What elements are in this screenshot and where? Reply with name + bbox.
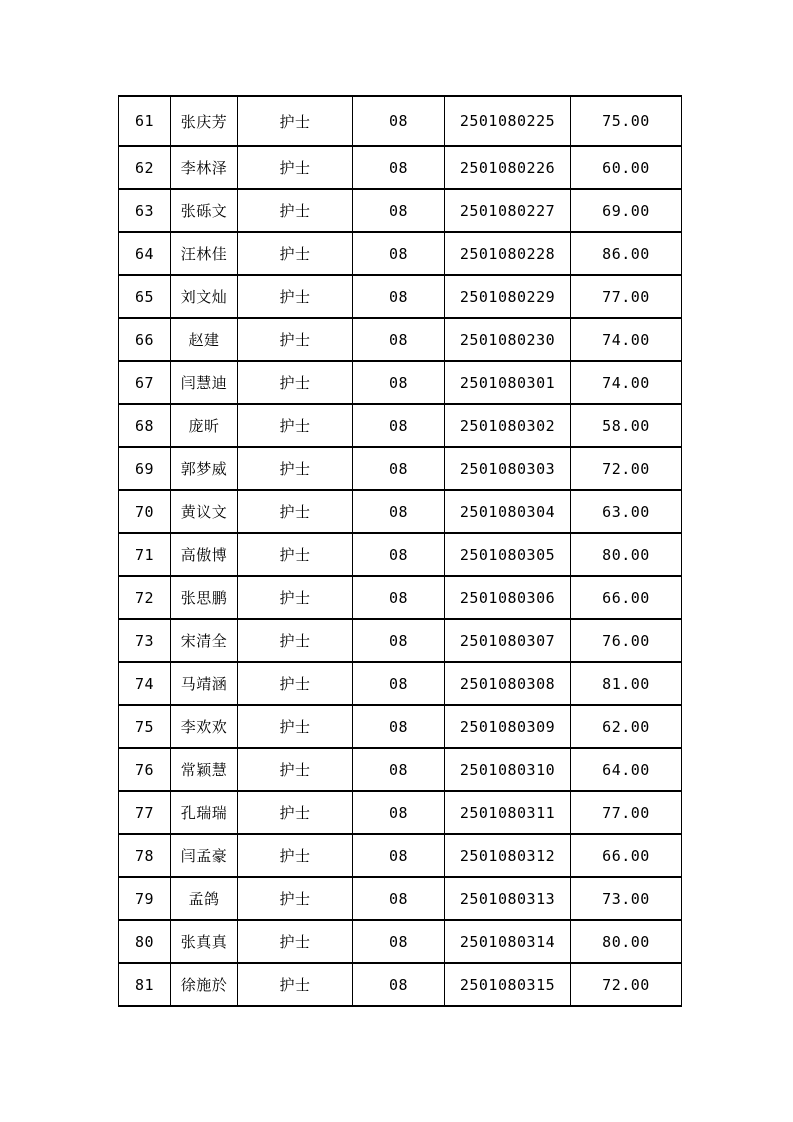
- cell-row-number: 75: [119, 705, 171, 748]
- cell-score: 58.00: [571, 404, 682, 447]
- cell-name: 刘文灿: [171, 275, 238, 318]
- cell-exam-number: 2501080229: [445, 275, 571, 318]
- cell-score: 73.00: [571, 877, 682, 920]
- cell-exam-number: 2501080301: [445, 361, 571, 404]
- cell-score: 63.00: [571, 490, 682, 533]
- score-table-body: [119, 96, 682, 1006]
- cell-score: 72.00: [571, 447, 682, 490]
- cell-name: 常颖慧: [171, 748, 238, 791]
- table-row: [119, 963, 682, 1006]
- cell-row-number: 61: [119, 96, 171, 146]
- cell-name: 张真真: [171, 920, 238, 963]
- cell-score: 62.00: [571, 705, 682, 748]
- cell-name: 李林泽: [171, 146, 238, 189]
- cell-position-code: 08: [353, 920, 445, 963]
- cell-position-code: 08: [353, 533, 445, 576]
- cell-exam-number: 2501080226: [445, 146, 571, 189]
- cell-exam-number: 2501080310: [445, 748, 571, 791]
- table-row: [119, 96, 682, 146]
- cell-name: 张砾文: [171, 189, 238, 232]
- cell-position-code: 08: [353, 232, 445, 275]
- cell-position-code: 08: [353, 619, 445, 662]
- cell-row-number: 64: [119, 232, 171, 275]
- cell-row-number: 65: [119, 275, 171, 318]
- cell-row-number: 74: [119, 662, 171, 705]
- cell-exam-number: 2501080309: [445, 705, 571, 748]
- cell-position: 护士: [238, 705, 353, 748]
- table-row: [119, 619, 682, 662]
- cell-position: 护士: [238, 318, 353, 361]
- cell-name: 黄议文: [171, 490, 238, 533]
- cell-name: 宋清全: [171, 619, 238, 662]
- cell-position: 护士: [238, 361, 353, 404]
- cell-position: 护士: [238, 920, 353, 963]
- table-row: [119, 146, 682, 189]
- cell-score: 80.00: [571, 533, 682, 576]
- cell-position-code: 08: [353, 748, 445, 791]
- cell-name: 张思鹏: [171, 576, 238, 619]
- cell-row-number: 66: [119, 318, 171, 361]
- cell-position: 护士: [238, 877, 353, 920]
- cell-position: 护士: [238, 662, 353, 705]
- table-row: [119, 318, 682, 361]
- table-row: [119, 189, 682, 232]
- cell-score: 76.00: [571, 619, 682, 662]
- cell-position: 护士: [238, 404, 353, 447]
- cell-exam-number: 2501080303: [445, 447, 571, 490]
- cell-row-number: 70: [119, 490, 171, 533]
- cell-row-number: 68: [119, 404, 171, 447]
- cell-name: 李欢欢: [171, 705, 238, 748]
- table-row: [119, 533, 682, 576]
- cell-exam-number: 2501080307: [445, 619, 571, 662]
- cell-name: 闫慧迪: [171, 361, 238, 404]
- cell-position-code: 08: [353, 146, 445, 189]
- cell-position: 护士: [238, 275, 353, 318]
- cell-name: 张庆芳: [171, 96, 238, 146]
- cell-row-number: 77: [119, 791, 171, 834]
- table-row: [119, 834, 682, 877]
- cell-position-code: 08: [353, 877, 445, 920]
- cell-row-number: 78: [119, 834, 171, 877]
- cell-position-code: 08: [353, 576, 445, 619]
- cell-score: 66.00: [571, 576, 682, 619]
- table-row: [119, 490, 682, 533]
- cell-exam-number: 2501080314: [445, 920, 571, 963]
- cell-position-code: 08: [353, 447, 445, 490]
- table-row: [119, 576, 682, 619]
- cell-position-code: 08: [353, 189, 445, 232]
- cell-exam-number: 2501080305: [445, 533, 571, 576]
- cell-position: 护士: [238, 447, 353, 490]
- cell-exam-number: 2501080304: [445, 490, 571, 533]
- cell-exam-number: 2501080230: [445, 318, 571, 361]
- cell-score: 86.00: [571, 232, 682, 275]
- table-row: [119, 404, 682, 447]
- cell-position-code: 08: [353, 834, 445, 877]
- cell-position-code: 08: [353, 318, 445, 361]
- cell-name: 庞昕: [171, 404, 238, 447]
- cell-row-number: 62: [119, 146, 171, 189]
- cell-score: 66.00: [571, 834, 682, 877]
- cell-name: 孔瑞瑞: [171, 791, 238, 834]
- cell-position: 护士: [238, 189, 353, 232]
- cell-row-number: 79: [119, 877, 171, 920]
- table-row: [119, 662, 682, 705]
- cell-position-code: 08: [353, 404, 445, 447]
- cell-name: 孟鸽: [171, 877, 238, 920]
- cell-score: 69.00: [571, 189, 682, 232]
- table-row: [119, 447, 682, 490]
- table-row: [119, 275, 682, 318]
- cell-score: 72.00: [571, 963, 682, 1006]
- cell-score: 60.00: [571, 146, 682, 189]
- cell-exam-number: 2501080308: [445, 662, 571, 705]
- cell-row-number: 81: [119, 963, 171, 1006]
- cell-exam-number: 2501080313: [445, 877, 571, 920]
- cell-score: 75.00: [571, 96, 682, 146]
- cell-score: 74.00: [571, 318, 682, 361]
- cell-position-code: 08: [353, 96, 445, 146]
- cell-exam-number: 2501080225: [445, 96, 571, 146]
- table-row: [119, 705, 682, 748]
- table-row: [119, 877, 682, 920]
- table-row: [119, 920, 682, 963]
- cell-position-code: 08: [353, 361, 445, 404]
- cell-exam-number: 2501080228: [445, 232, 571, 275]
- cell-exam-number: 2501080315: [445, 963, 571, 1006]
- cell-score: 80.00: [571, 920, 682, 963]
- cell-position: 护士: [238, 146, 353, 189]
- cell-name: 徐施於: [171, 963, 238, 1006]
- cell-position: 护士: [238, 490, 353, 533]
- cell-position: 护士: [238, 963, 353, 1006]
- cell-row-number: 69: [119, 447, 171, 490]
- cell-row-number: 67: [119, 361, 171, 404]
- cell-score: 64.00: [571, 748, 682, 791]
- cell-position: 护士: [238, 619, 353, 662]
- cell-exam-number: 2501080227: [445, 189, 571, 232]
- cell-position: 护士: [238, 834, 353, 877]
- cell-position: 护士: [238, 232, 353, 275]
- cell-row-number: 80: [119, 920, 171, 963]
- cell-exam-number: 2501080311: [445, 791, 571, 834]
- cell-position-code: 08: [353, 490, 445, 533]
- cell-exam-number: 2501080312: [445, 834, 571, 877]
- cell-position-code: 08: [353, 791, 445, 834]
- cell-score: 81.00: [571, 662, 682, 705]
- cell-row-number: 63: [119, 189, 171, 232]
- cell-position: 护士: [238, 533, 353, 576]
- cell-row-number: 76: [119, 748, 171, 791]
- score-table: [118, 95, 682, 1007]
- table-row: [119, 232, 682, 275]
- cell-score: 77.00: [571, 275, 682, 318]
- cell-row-number: 71: [119, 533, 171, 576]
- cell-name: 赵建: [171, 318, 238, 361]
- cell-score: 77.00: [571, 791, 682, 834]
- cell-position: 护士: [238, 576, 353, 619]
- cell-score: 74.00: [571, 361, 682, 404]
- cell-position-code: 08: [353, 963, 445, 1006]
- cell-position-code: 08: [353, 662, 445, 705]
- table-row: [119, 748, 682, 791]
- cell-position: 护士: [238, 791, 353, 834]
- cell-exam-number: 2501080306: [445, 576, 571, 619]
- cell-row-number: 73: [119, 619, 171, 662]
- cell-name: 郭梦威: [171, 447, 238, 490]
- table-row: [119, 791, 682, 834]
- table-row: [119, 361, 682, 404]
- cell-position: 护士: [238, 96, 353, 146]
- cell-name: 高傲博: [171, 533, 238, 576]
- cell-name: 马靖涵: [171, 662, 238, 705]
- cell-row-number: 72: [119, 576, 171, 619]
- cell-position-code: 08: [353, 275, 445, 318]
- cell-position: 护士: [238, 748, 353, 791]
- cell-position-code: 08: [353, 705, 445, 748]
- cell-name: 汪林佳: [171, 232, 238, 275]
- cell-name: 闫孟豪: [171, 834, 238, 877]
- cell-exam-number: 2501080302: [445, 404, 571, 447]
